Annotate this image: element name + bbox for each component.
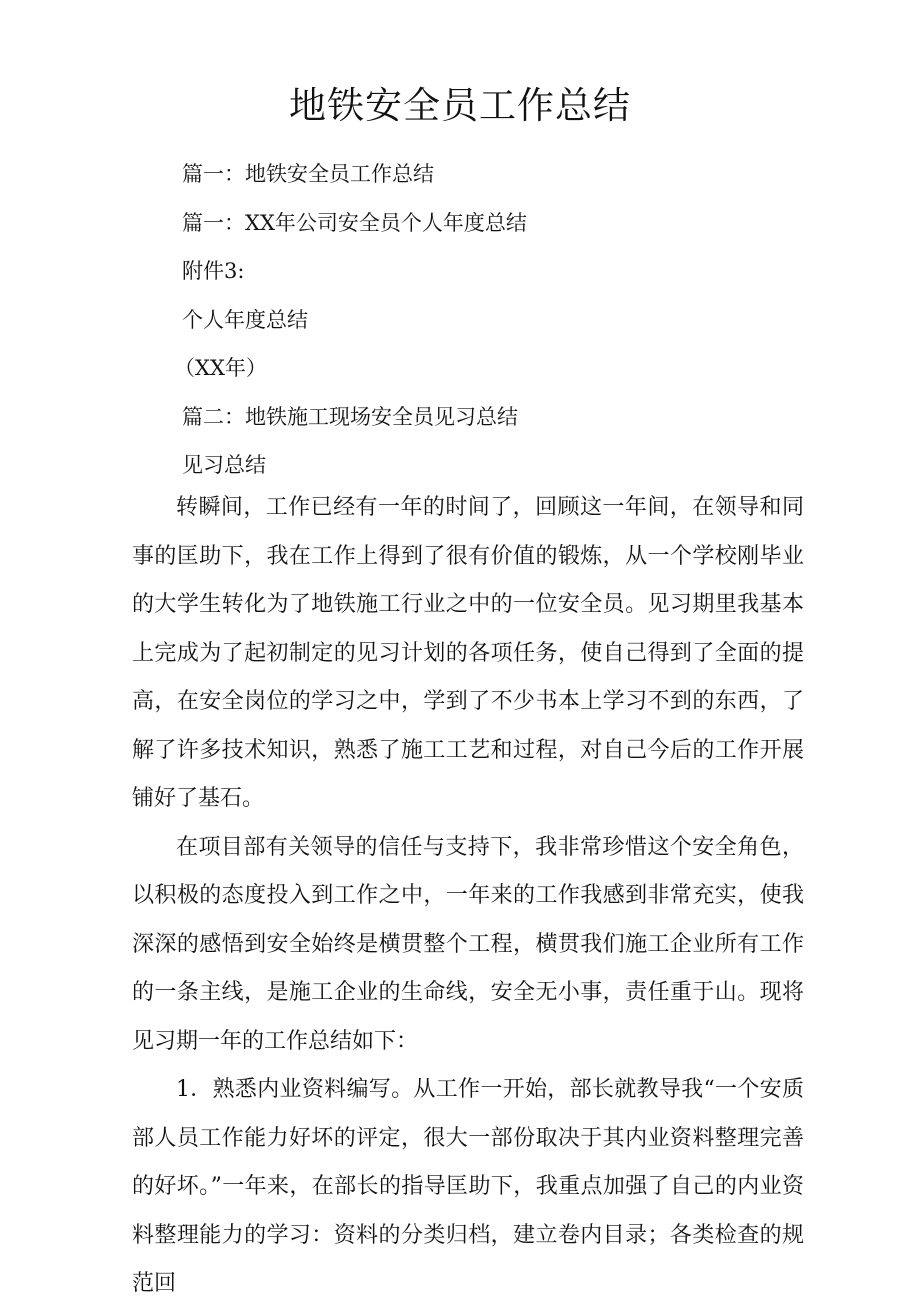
body-text bbox=[132, 484, 804, 1309]
document-title: 地铁安全员工作总结 bbox=[289, 84, 631, 127]
heading-part-two: 篇二：地铁施工现场安全员见习总结 bbox=[182, 404, 518, 429]
heading-year: （XX年） bbox=[174, 356, 267, 380]
paragraph-item-1: 1．熟悉内业资料编写。从工作一开始，部长就教导我“一个安质部人员工作能力好坏的评定，很大一部份取决于其内业资料整理完善的好坏。”一年来，在部长的指导匡助下，我重点加强了自己的内业资料整理能力的学习：资料的分类归档，建立卷内目录；各类检查的规范回 bbox=[132, 1077, 804, 1296]
paragraph-attitude: 在项目部有关领导的信任与支持下，我非常珍惜这个安全角色，以积极的态度投入到工作之中，一年来的工作我感到非常充实，使我深深的感悟到安全始终是横贯整个工程，横贯我们施工企业所有工作的一条主线，是施工企业的生命线，安全无小事，责任重于山。现将见习期一年的工作总结如下： bbox=[132, 834, 804, 1054]
heading-attachment: 附件3: bbox=[182, 259, 245, 283]
heading-part-one: 篇一：地铁安全员工作总结 bbox=[182, 162, 434, 186]
heading-part-one-alt: 篇一：XX年公司安全员个人年度总结 bbox=[182, 210, 527, 235]
heading-annual-summary: 个人年度总结 bbox=[182, 307, 308, 332]
heading-internship-summary: 见习总结 bbox=[182, 453, 266, 477]
heading-list bbox=[174, 150, 802, 490]
paragraph-intro: 转瞬间，工作已经有一年的时间了，回顾这一年间，在领导和同事的匡助下，我在工作上得到了很有价值的锻炼，从一个学校刚毕业的大学生转化为了地铁施工行业之中的一位安全员。见习期里我基本上完成为了起初制定的见习计划的各项任务，使自己得到了全面的提高，在安全岗位的学习之中，学到了不少书本上学习不到的东西，了解了许多技术知识，熟悉了施工工艺和过程，对自己今后的工作开展铺好了基石。 bbox=[132, 495, 804, 811]
